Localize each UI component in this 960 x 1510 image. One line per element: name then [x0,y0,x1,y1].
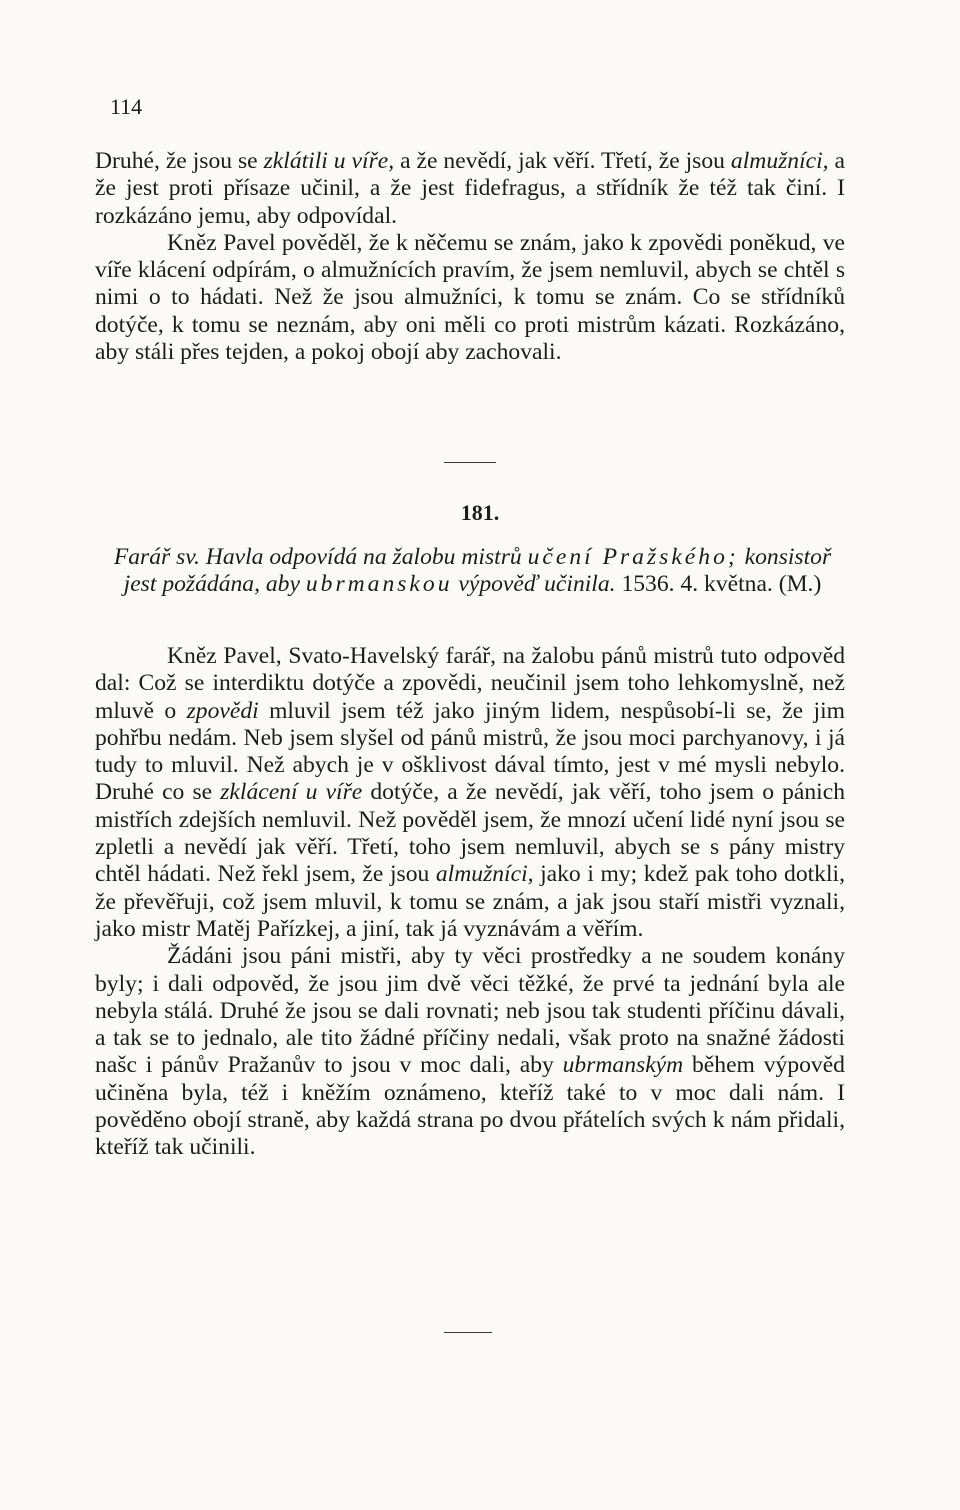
heading-spaced: učení Pražského; [527,544,739,570]
text-run: jako i my; kdež pak toho dotkli, že převěřuji, což jsem mluvil, k tomu se znám, a jak jsou staří mistři vyznali, jako mistr Matěj Pařízkej, a jiní, tak já vyznávám a věřím. [95,861,845,942]
italic-term: zpovědi [186,697,259,724]
text-run: mluvil jsem též jako jiným lidem, nespůsobí-li se, že jim pohřbu nedám. Neb jsem slyšel od pánů mistrů, že jsou moci parchyanovy, i já tudy to mluvil. Než abych je v ošklivost dával tímto, jest v mé mysli nebylo. Druhé co se [95,697,845,806]
heading-italic: konsistoř jest požádána, aby [123,544,832,598]
document-number: 181. [460,500,500,525]
paragraph-response: Kněz Pavel pověděl, že k něčemu se znám, jako k zpovědi poněkud, ve víře klácení odpírám, o almužnících pravím, že jsem nemluvil, abych se chtěl s nimi o to hádati. Než že jsou almužníci, k tomu se znám. Co se střídníků dotýče, k tomu se neznám, aby oni měli co proti mistrům kázati. Rozkázáno, aby stáli přes tejden, a pokoj obojí aby zachovali. [95,229,845,366]
heading-spaced: ubrmanskou [305,571,453,598]
italic-term: zklátili u víře, [263,148,395,174]
text-run: Žádáni jsou páni mistři, aby ty věci prostředky a ne soudem konány byly; i dali odpověd, že jsou jim dvě věci těžké, že prvé ta jednání byla ale nebyla stálá. Druhé že jsou se dali rovnati; neb jsou tak studenti příčinu dávali, a tak se to jednalo, ale tito žádné příčiny nedali, však proto na snažné žádosti našc i pánův Pražanův to jsou v moc dali, aby [95,943,845,1079]
paragraph-continuation [95,148,845,230]
text-run: a že nevědí, jak věří. Třetí, že jsou [394,148,731,174]
text-run: dotýče, a že nevědí, jak věří, toho jsem o pánich mistřích zdejších nemluvil. Než pověděl jsem, že mnozí učení lidé nyní jsou se zpletli a nevědí jak věří. Třetí, toho jsem nemluvil, abych se s pány mistry chtěl hádati. Než řekl jsem, že jsou [95,779,845,888]
italic-term: almužníci, [435,861,534,888]
heading-italic: Farář sv. Havla odpovídá na žalobu mistrů [113,544,528,570]
italic-term: ubrmanským [562,1052,684,1079]
text-run: a že jest proti přísaze učinil, a že jest fidefragus, a střídník že též tak činí. I rozkázáno jemu, aby odpovídal. [95,148,846,229]
section-divider [444,462,496,463]
paragraph-request [95,943,845,1161]
end-divider [444,1332,492,1333]
heading-italic: výpověď učinila. [452,571,616,598]
upper-text-block [95,148,845,366]
italic-term: almužníci, [730,148,829,174]
heading-date-source: 1536. 4. května. (M.) [615,571,822,598]
text-run: Kněz Pavel, Svato-Havelský farář, na žalobu pánů mistrů tuto odpověd dal: Což se interdiktu dotýče a zpovědi, neučinil jsem toho lehkomyslně, než mluvě o [95,643,845,724]
document-heading [100,544,845,599]
text-run: Druhé, že jsou se [95,148,264,174]
paragraph-answer [95,643,845,943]
lower-text-block [95,643,845,1162]
page-number: 114 [110,94,143,119]
italic-term: zklácení u víře [220,779,363,806]
text-run: během výpověd učiněna byla, též i kněžím oznámeno, kteříž také to v moc dali nám. I pověděno obojí straně, aby každá strana po dvou přátelích svých k nám přidali, kteříž tak učinili. [95,1052,845,1161]
